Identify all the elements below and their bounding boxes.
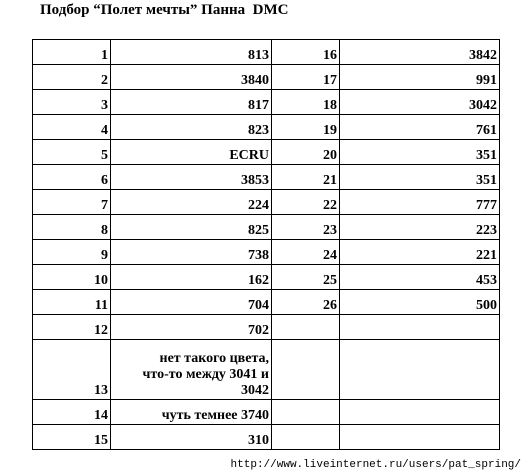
number-cell: 21 [272,165,340,190]
color-code-cell: 3042 [340,90,500,115]
color-code-cell [340,340,500,400]
number-cell: 4 [33,115,111,140]
color-code-cell: 453 [340,265,500,290]
table-row [33,40,500,65]
number-cell: 13 [33,340,111,400]
table-row [33,290,500,315]
table-row [33,190,500,215]
color-code-cell: 351 [340,165,500,190]
number-cell: 17 [272,65,340,90]
number-cell: 22 [272,190,340,215]
number-cell: 7 [33,190,111,215]
color-note-line: что-то между 3041 и [142,367,269,382]
number-cell: 9 [33,240,111,265]
color-code-cell: 823 [111,115,272,140]
number-cell: 14 [33,400,111,425]
number-cell: 16 [272,40,340,65]
color-note-line: нет такого цвета, [159,351,269,366]
table-row [33,65,500,90]
color-code-cell: 991 [340,65,500,90]
color-code-cell: 702 [111,315,272,340]
color-code-cell: 738 [111,240,272,265]
color-note-line: 3042 [241,383,269,398]
table-row [33,90,500,115]
number-cell: 10 [33,265,111,290]
color-code-cell: 310 [111,425,272,450]
number-cell: 1 [33,40,111,65]
number-cell: 6 [33,165,111,190]
color-table [32,39,500,450]
number-cell: 18 [272,90,340,115]
table-row [33,315,500,340]
number-cell: 15 [33,425,111,450]
page-title: Подбор “Полет мечты” Панна DMC [40,2,289,18]
number-cell: 5 [33,140,111,165]
color-code-cell: 813 [111,40,272,65]
color-code-cell: 351 [340,140,500,165]
color-code-cell: 223 [340,215,500,240]
number-cell: 19 [272,115,340,140]
number-cell: 11 [33,290,111,315]
number-cell: 25 [272,265,340,290]
color-code-cell [340,425,500,450]
table-row [33,425,500,450]
color-code-cell: ECRU [111,140,272,165]
number-cell: 12 [33,315,111,340]
color-code-cell: 825 [111,215,272,240]
number-cell [272,340,340,400]
color-code-cell: 162 [111,265,272,290]
color-code-cell: 777 [340,190,500,215]
color-code-cell: 224 [111,190,272,215]
table-row [33,265,500,290]
table-row [33,165,500,190]
color-note-cell: чуть темнее 3740 [111,400,272,425]
color-code-cell: 817 [111,90,272,115]
color-note-cell [111,340,272,400]
number-cell: 26 [272,290,340,315]
color-code-cell: 3840 [111,65,272,90]
number-cell [272,400,340,425]
number-cell [272,425,340,450]
table-row [33,400,500,425]
number-cell: 3 [33,90,111,115]
table-row [33,240,500,265]
number-cell: 2 [33,65,111,90]
color-code-cell [340,400,500,425]
color-code-cell: 704 [111,290,272,315]
color-code-cell: 3853 [111,165,272,190]
color-code-cell: 221 [340,240,500,265]
watermark-url: http://www.liveinternet.ru/users/pat_spring/ [230,459,521,471]
table-row [33,140,500,165]
table-row [33,340,500,400]
number-cell: 20 [272,140,340,165]
color-code-cell: 500 [340,290,500,315]
number-cell: 24 [272,240,340,265]
number-cell: 8 [33,215,111,240]
color-code-cell: 761 [340,115,500,140]
number-cell [272,315,340,340]
color-code-cell: 3842 [340,40,500,65]
number-cell: 23 [272,215,340,240]
table-row [33,215,500,240]
color-code-cell [340,315,500,340]
table-row [33,115,500,140]
